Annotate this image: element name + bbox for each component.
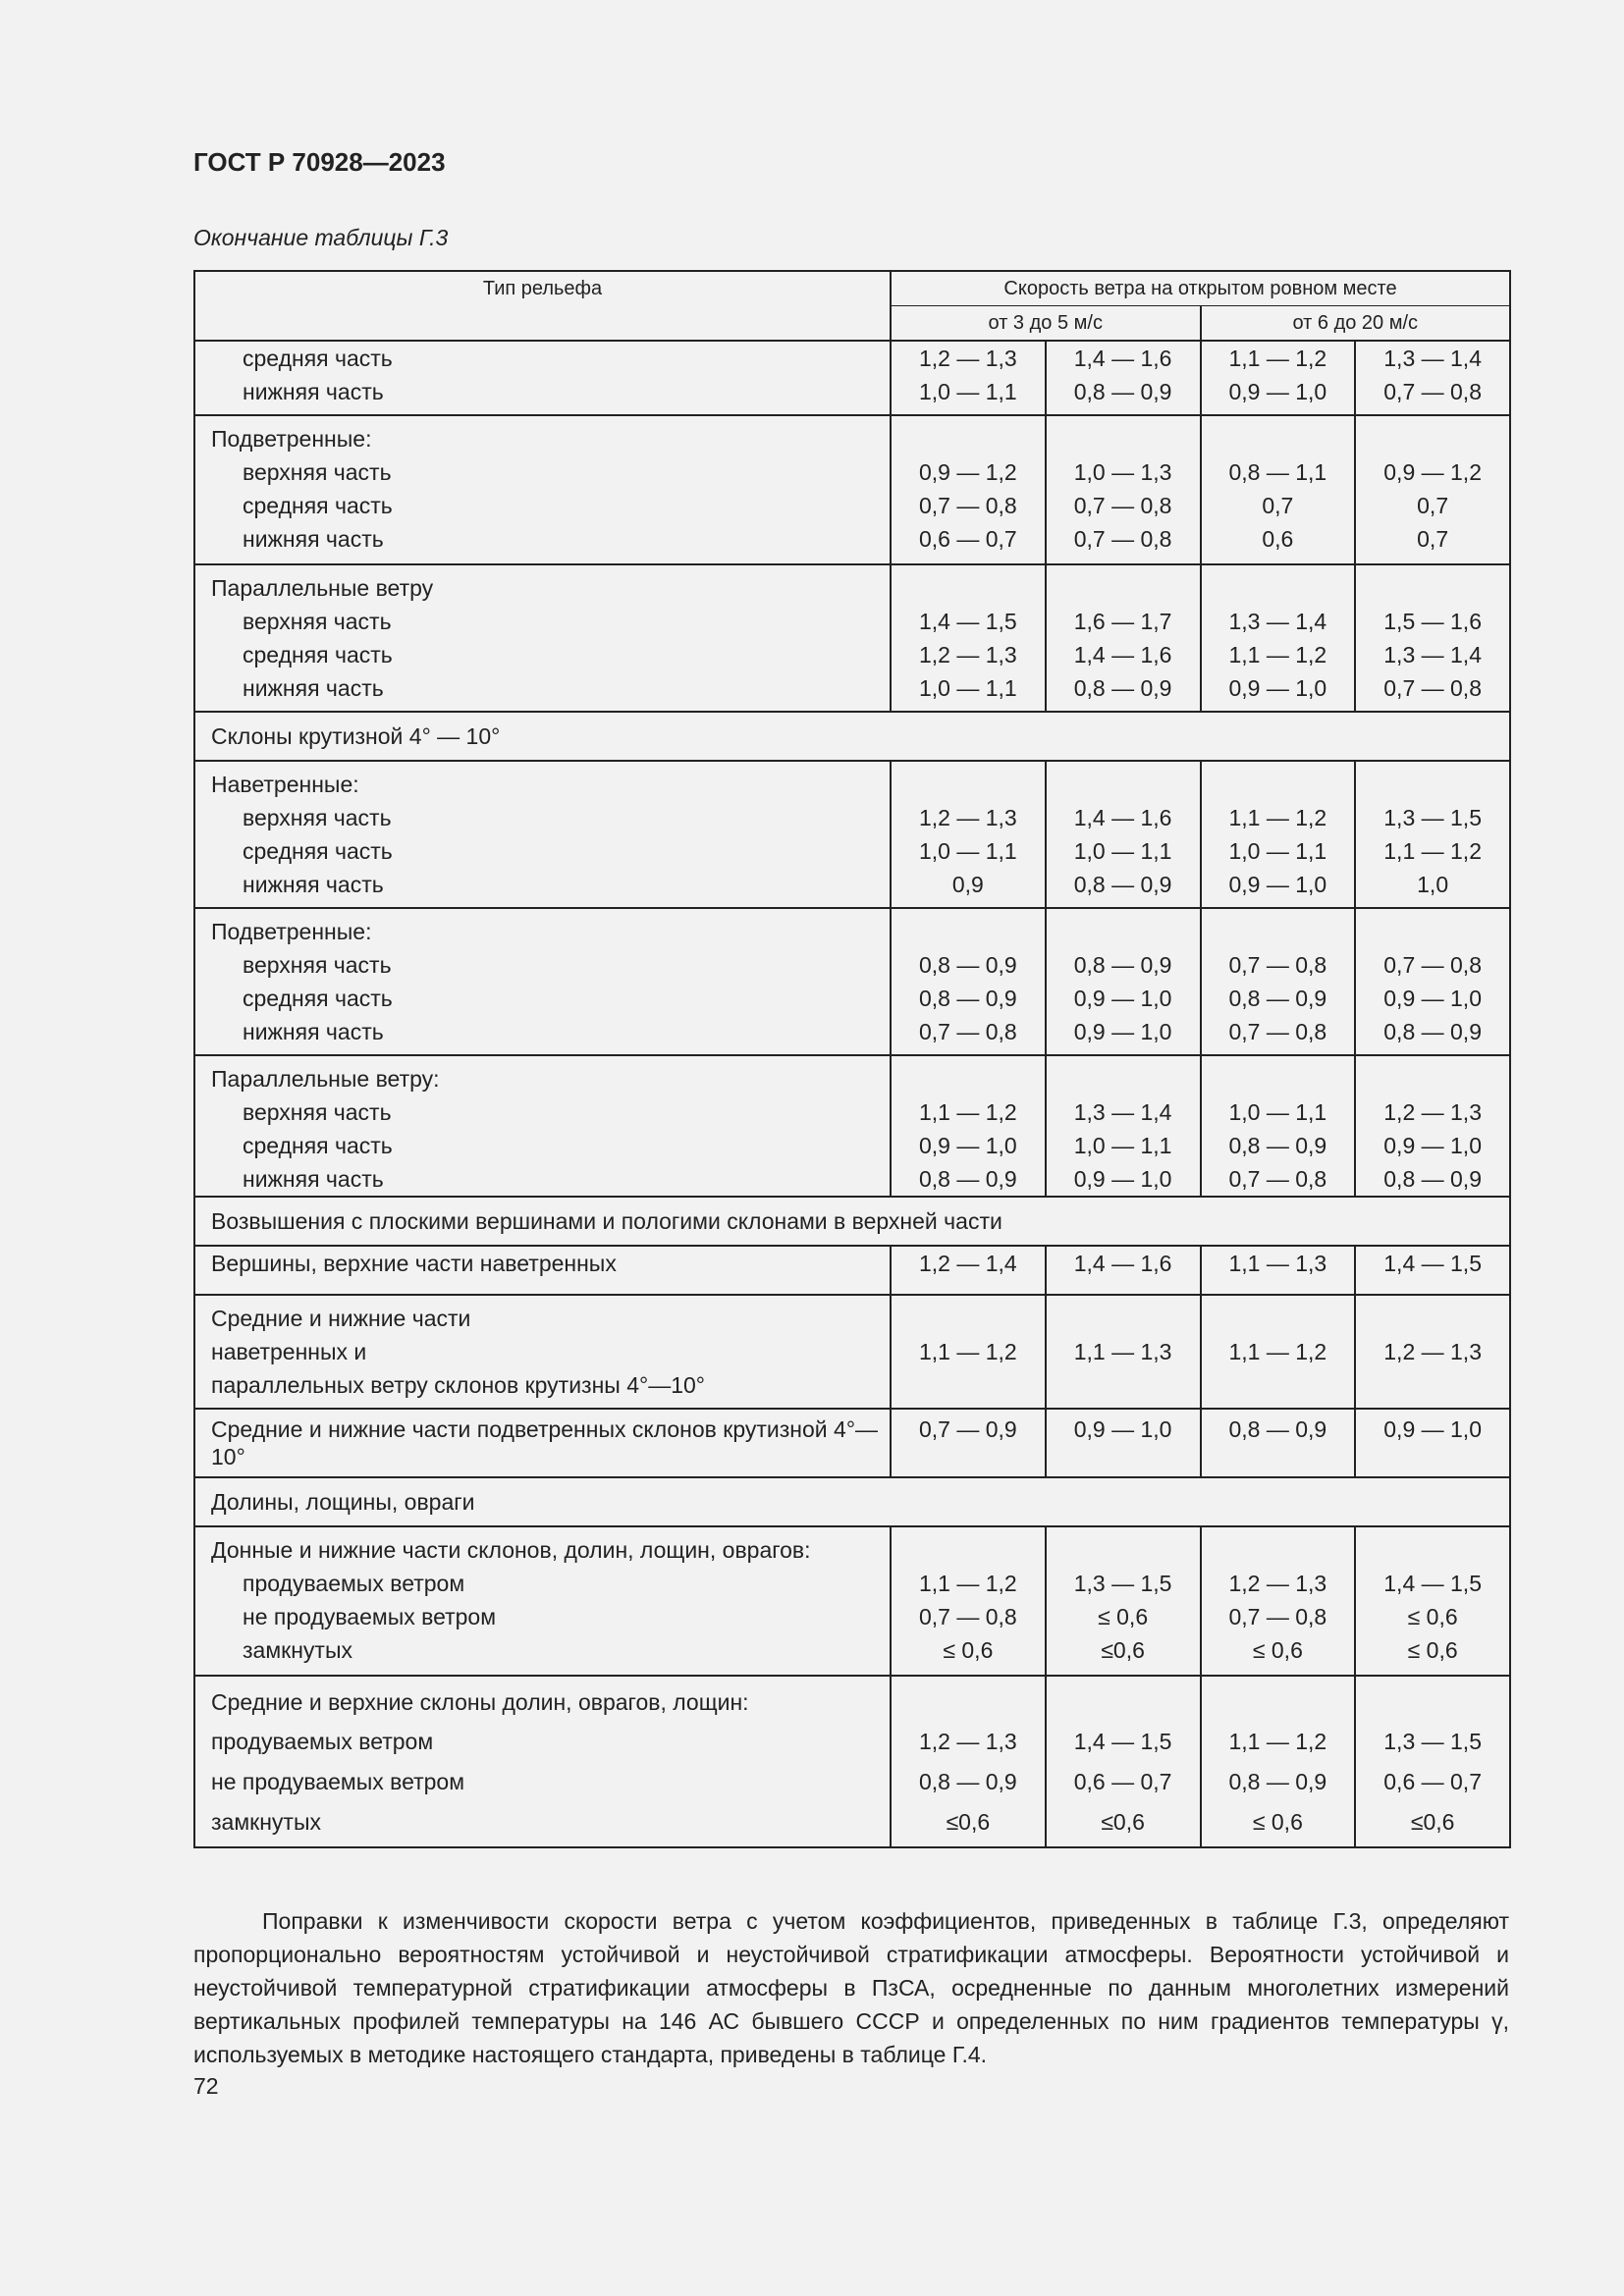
group-label: Средние и верхние склоны долин, оврагов, лощин:: [194, 1676, 891, 1722]
row-label: средняя часть: [194, 489, 891, 522]
table-row: [194, 1600, 1510, 1633]
value-cell: 1,1 — 1,2: [1355, 834, 1510, 868]
value-cell: 1,6 — 1,7: [1046, 605, 1201, 638]
row-label: средняя часть: [194, 834, 891, 868]
value-cell: 0,7 — 0,8: [1046, 522, 1201, 564]
row-label: средняя часть: [194, 982, 891, 1015]
row-label: продуваемых ветром: [194, 1567, 891, 1600]
table-row: [194, 1762, 1510, 1802]
value-cell: 0,9 — 1,0: [891, 1129, 1046, 1162]
value-cell: 1,2 — 1,3: [891, 801, 1046, 834]
value-cell: 0,8 — 0,9: [891, 1162, 1046, 1197]
value-cell: 1,2 — 1,4: [891, 1246, 1046, 1295]
value-cell: 0,6 — 0,7: [1046, 1762, 1201, 1802]
value-cell: 1,2 — 1,3: [1201, 1567, 1356, 1600]
header-relief-type: Тип рельефа: [194, 271, 891, 341]
value-cell: 1,1 — 1,2: [1201, 1295, 1356, 1409]
value-cell: ≤ 0,6: [1355, 1633, 1510, 1676]
value-cell: 1,0 — 1,1: [1046, 834, 1201, 868]
value-cell: ≤0,6: [1355, 1802, 1510, 1847]
value-cell: 1,0 — 1,1: [891, 834, 1046, 868]
value-cell: ≤0,6: [1046, 1802, 1201, 1847]
value-cell: 0,9 — 1,0: [1046, 1162, 1201, 1197]
table-row: [194, 1633, 1510, 1676]
table-group-row: [194, 1055, 1510, 1095]
value-cell: 1,0 — 1,1: [891, 671, 1046, 712]
table-row: [194, 1295, 1510, 1409]
value-cell: 1,5 — 1,6: [1355, 605, 1510, 638]
row-label: замкнутых: [194, 1633, 891, 1676]
row-label: верхняя часть: [194, 801, 891, 834]
value-cell: 0,9 — 1,0: [1046, 1409, 1201, 1477]
table-group-row: [194, 908, 1510, 948]
table-row: [194, 455, 1510, 489]
table-row: [194, 1722, 1510, 1762]
value-cell: 1,1 — 1,2: [891, 1095, 1046, 1129]
table-row: [194, 638, 1510, 671]
value-cell: 0,9 — 1,2: [1355, 455, 1510, 489]
table-section-row: [194, 712, 1510, 761]
value-cell: 0,6 — 0,7: [1355, 1762, 1510, 1802]
value-cell: 0,7 — 0,8: [1201, 1015, 1356, 1055]
table-row: [194, 1246, 1510, 1295]
row-label: продуваемых ветром: [194, 1722, 891, 1762]
row-label: средняя часть: [194, 638, 891, 671]
value-cell: 1,0 — 1,1: [1201, 834, 1356, 868]
value-cell: 1,1 — 1,2: [1201, 801, 1356, 834]
value-cell: 1,1 — 1,2: [891, 1295, 1046, 1409]
table-row: [194, 801, 1510, 834]
value-cell: 0,8 — 0,9: [891, 1762, 1046, 1802]
row-label-multiline: [194, 1295, 891, 1409]
value-cell: 1,2 — 1,3: [1355, 1295, 1510, 1409]
value-cell: 1,2 — 1,3: [891, 638, 1046, 671]
row-label: не продуваемых ветром: [194, 1600, 891, 1633]
value-cell: 1,1 — 1,3: [1201, 1246, 1356, 1295]
value-cell: ≤0,6: [1046, 1633, 1201, 1676]
row-label-line: наветренных и: [211, 1339, 367, 1364]
row-label: нижняя часть: [194, 522, 891, 564]
row-label: верхняя часть: [194, 605, 891, 638]
row-label: средняя часть: [194, 341, 891, 375]
row-label: нижняя часть: [194, 671, 891, 712]
table-row: [194, 671, 1510, 712]
value-cell: 0,9 — 1,0: [1046, 982, 1201, 1015]
value-cell: 0,8 — 0,9: [1201, 1762, 1356, 1802]
table-row: [194, 982, 1510, 1015]
section-label: Долины, лощины, овраги: [194, 1477, 1510, 1526]
table-header-row: [194, 271, 1510, 306]
value-cell: 1,4 — 1,5: [1046, 1722, 1201, 1762]
section-label: Склоны крутизной 4° — 10°: [194, 712, 1510, 761]
value-cell: 0,9: [891, 868, 1046, 908]
row-label: средняя часть: [194, 1129, 891, 1162]
group-label: Подветренные:: [194, 415, 891, 455]
value-cell: 0,8 — 0,9: [1046, 948, 1201, 982]
value-cell: 0,7 — 0,8: [1201, 1600, 1356, 1633]
value-cell: ≤ 0,6: [891, 1633, 1046, 1676]
value-cell: 1,2 — 1,3: [891, 1722, 1046, 1762]
group-label: Донные и нижние части склонов, долин, лощин, оврагов:: [194, 1526, 891, 1567]
value-cell: 0,8 — 0,9: [891, 982, 1046, 1015]
table-row: [194, 375, 1510, 415]
value-cell: ≤0,6: [891, 1802, 1046, 1847]
value-cell: 1,3 — 1,4: [1201, 605, 1356, 638]
table-group-row: [194, 1526, 1510, 1567]
table-group-row: [194, 564, 1510, 605]
value-cell: 1,0 — 1,1: [1046, 1129, 1201, 1162]
value-cell: 0,7: [1355, 489, 1510, 522]
value-cell: 0,9 — 1,0: [1355, 982, 1510, 1015]
value-cell: 0,8 — 0,9: [1355, 1015, 1510, 1055]
value-cell: 1,4 — 1,5: [891, 605, 1046, 638]
value-cell: 0,8 — 0,9: [1201, 982, 1356, 1015]
row-label-line: параллельных ветру склонов крутизны 4°—10°: [211, 1372, 705, 1398]
value-cell: 0,7 — 0,8: [1201, 948, 1356, 982]
value-cell: 1,2 — 1,3: [891, 341, 1046, 375]
table-row: [194, 522, 1510, 564]
value-cell: 1,1 — 1,2: [1201, 341, 1356, 375]
value-cell: 1,2 — 1,3: [1355, 1095, 1510, 1129]
value-cell: ≤ 0,6: [1201, 1802, 1356, 1847]
body-paragraph: [193, 1904, 1509, 2071]
paragraph-text: Поправки к изменчивости скорости ветра с учетом коэффициентов, приведенных в таблице Г.3, определяют пропорционально вероятностям устойчивой и неустойчивой стратификации атмосферы. Вероятности устойчивой и неустойчивой температурной стратификации атмосферы в ПзСА, осредненные по данным многолетних измерений вертикальных профилей температуры на 146 АС бывшего СССР и определенных по ним градиентов температуры γ, используемых в методике настоящего стандарта, приведены в таблице Г.4.: [193, 1908, 1509, 2067]
value-cell: 0,8 — 0,9: [1046, 868, 1201, 908]
value-cell: 1,4 — 1,6: [1046, 801, 1201, 834]
value-cell: 0,7 — 0,8: [891, 489, 1046, 522]
value-cell: 0,8 — 0,9: [1201, 1409, 1356, 1477]
value-cell: 1,0: [1355, 868, 1510, 908]
row-label: нижняя часть: [194, 375, 891, 415]
header-range-6-20: от 6 до 20 м/с: [1201, 306, 1511, 342]
table-row: [194, 1802, 1510, 1847]
value-cell: 1,0 — 1,3: [1046, 455, 1201, 489]
value-cell: 1,3 — 1,5: [1355, 801, 1510, 834]
table-row: [194, 834, 1510, 868]
value-cell: ≤ 0,6: [1201, 1633, 1356, 1676]
row-label: нижняя часть: [194, 1015, 891, 1055]
value-cell: 1,3 — 1,5: [1046, 1567, 1201, 1600]
value-cell: 0,6 — 0,7: [891, 522, 1046, 564]
row-label: Вершины, верхние части наветренных: [194, 1246, 891, 1295]
value-cell: 0,7: [1201, 489, 1356, 522]
value-cell: 0,8 — 1,1: [1201, 455, 1356, 489]
value-cell: 0,9 — 1,2: [891, 455, 1046, 489]
table-section-row: [194, 1197, 1510, 1246]
table-group-row: [194, 415, 1510, 455]
table-row: [194, 341, 1510, 375]
row-label: нижняя часть: [194, 868, 891, 908]
table-row: [194, 1162, 1510, 1197]
value-cell: 0,7: [1355, 522, 1510, 564]
table-row: [194, 1567, 1510, 1600]
table-row: [194, 1015, 1510, 1055]
table-row: [194, 868, 1510, 908]
section-label: Возвышения с плоскими вершинами и пологими склонами в верхней части: [194, 1197, 1510, 1246]
value-cell: 1,4 — 1,6: [1046, 638, 1201, 671]
value-cell: 0,9 — 1,0: [1355, 1409, 1510, 1477]
row-label: Средние и нижние части подветренных склонов крутизной 4°—10°: [194, 1409, 891, 1477]
value-cell: 1,4 — 1,5: [1355, 1246, 1510, 1295]
row-label: не продуваемых ветром: [194, 1762, 891, 1802]
value-cell: 0,9 — 1,0: [1355, 1129, 1510, 1162]
table-row: [194, 489, 1510, 522]
value-cell: 0,7 — 0,8: [1355, 375, 1510, 415]
value-cell: 0,9 — 1,0: [1201, 671, 1356, 712]
group-label: Подветренные:: [194, 908, 891, 948]
value-cell: 1,4 — 1,6: [1046, 1246, 1201, 1295]
value-cell: 1,3 — 1,5: [1355, 1722, 1510, 1762]
table-group-row: [194, 1676, 1510, 1722]
row-label: нижняя часть: [194, 1162, 891, 1197]
value-cell: 1,1 — 1,2: [1201, 638, 1356, 671]
table-section-row: [194, 1477, 1510, 1526]
header-range-3-5: от 3 до 5 м/с: [891, 306, 1201, 342]
row-label: замкнутых: [194, 1802, 891, 1847]
table-row: [194, 1129, 1510, 1162]
value-cell: 0,6: [1201, 522, 1356, 564]
header-wind-speed: Скорость ветра на открытом ровном месте: [891, 271, 1510, 306]
value-cell: 1,0 — 1,1: [1201, 1095, 1356, 1129]
row-label: верхняя часть: [194, 948, 891, 982]
value-cell: 0,7 — 0,8: [891, 1015, 1046, 1055]
value-cell: 0,7 — 0,8: [1355, 671, 1510, 712]
table-row: [194, 605, 1510, 638]
value-cell: 1,0 — 1,1: [891, 375, 1046, 415]
value-cell: 0,9 — 1,0: [1201, 868, 1356, 908]
value-cell: 0,7 — 0,8: [1046, 489, 1201, 522]
value-cell: ≤ 0,6: [1355, 1600, 1510, 1633]
value-cell: 1,3 — 1,4: [1355, 638, 1510, 671]
value-cell: 0,8 — 0,9: [1355, 1162, 1510, 1197]
group-label: Параллельные ветру: [194, 564, 891, 605]
value-cell: 0,7 — 0,8: [891, 1600, 1046, 1633]
table-group-row: [194, 761, 1510, 801]
value-cell: 1,1 — 1,2: [1201, 1722, 1356, 1762]
value-cell: 0,7 — 0,8: [1355, 948, 1510, 982]
value-cell: 1,3 — 1,4: [1046, 1095, 1201, 1129]
value-cell: 0,8 — 0,9: [1046, 671, 1201, 712]
value-cell: 1,4 — 1,6: [1046, 341, 1201, 375]
value-cell: 0,9 — 1,0: [1201, 375, 1356, 415]
value-cell: 0,8 — 0,9: [1046, 375, 1201, 415]
value-cell: 0,8 — 0,9: [891, 948, 1046, 982]
page-number: 72: [193, 2073, 219, 2099]
table-row: [194, 948, 1510, 982]
value-cell: 1,1 — 1,3: [1046, 1295, 1201, 1409]
row-label: верхняя часть: [194, 1095, 891, 1129]
value-cell: 0,7 — 0,8: [1201, 1162, 1356, 1197]
value-cell: 1,4 — 1,5: [1355, 1567, 1510, 1600]
value-cell: 0,9 — 1,0: [1046, 1015, 1201, 1055]
row-label-line: Средние и нижние части: [211, 1306, 471, 1331]
value-cell: 1,3 — 1,4: [1355, 341, 1510, 375]
table-row: [194, 1095, 1510, 1129]
table-row: [194, 1409, 1510, 1477]
value-cell: ≤ 0,6: [1046, 1600, 1201, 1633]
group-label: Наветренные:: [194, 761, 891, 801]
document-code: ГОСТ Р 70928—2023: [193, 147, 446, 177]
group-label: Параллельные ветру:: [194, 1055, 891, 1095]
table-caption: Окончание таблицы Г.3: [193, 225, 449, 250]
value-cell: 0,8 — 0,9: [1201, 1129, 1356, 1162]
value-cell: 1,1 — 1,2: [891, 1567, 1046, 1600]
value-cell: 0,7 — 0,9: [891, 1409, 1046, 1477]
row-label: верхняя часть: [194, 455, 891, 489]
coefficients-table: [193, 270, 1511, 1848]
